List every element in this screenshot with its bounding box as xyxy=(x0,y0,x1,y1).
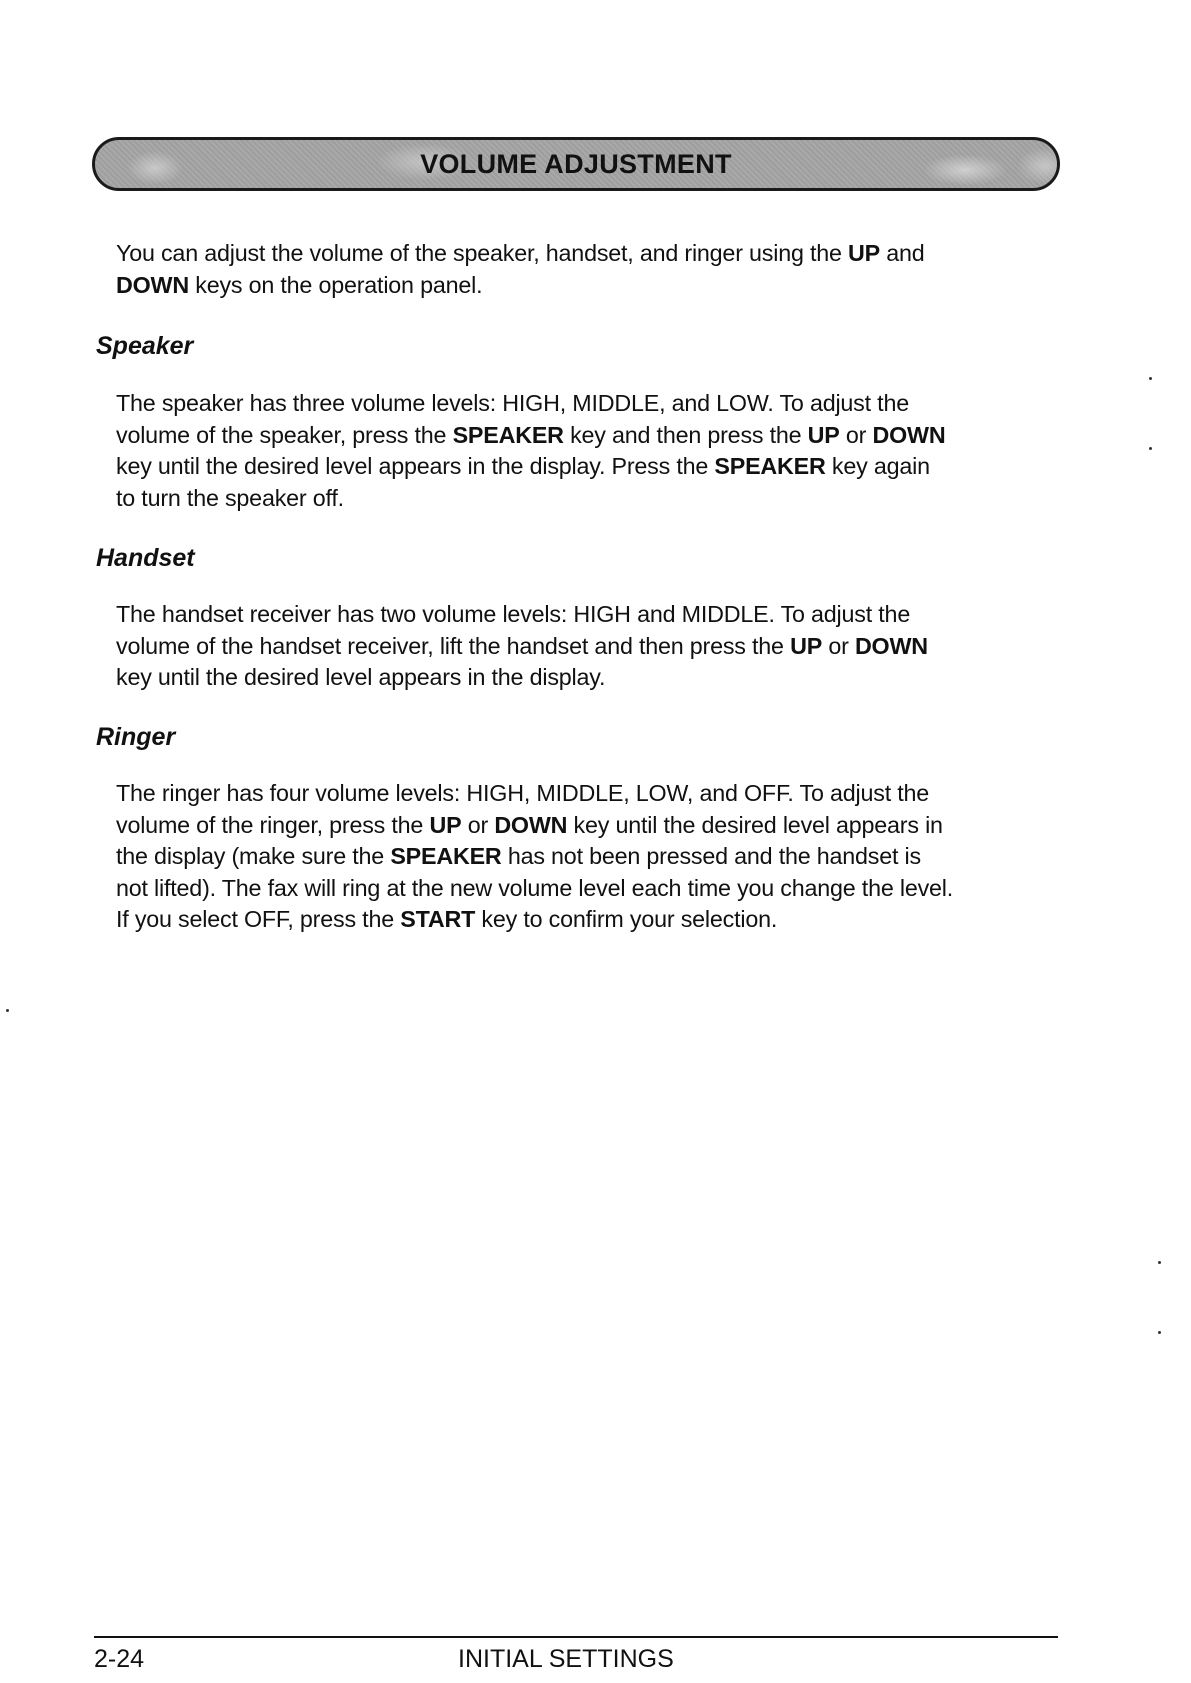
page-title: VOLUME ADJUSTMENT xyxy=(420,148,732,179)
speaker-paragraph: The speaker has three volume levels: HIGH, MIDDLE, and LOW. To adjust the volume of the speaker, press the SPEAKER key and then press the UP or DOWN key until the desired level appears in the display. Press the SPEAKER key again to turn the speaker off. xyxy=(116,390,946,511)
intro-paragraph: You can adjust the volume of the speaker, handset, and ringer using the UP and DOWN keys on the operation panel. xyxy=(116,240,925,298)
scan-speck xyxy=(1158,1261,1161,1264)
key-label: UP xyxy=(429,811,462,838)
ringer-heading: Ringer xyxy=(96,723,176,751)
key-label: SPEAKER xyxy=(714,453,826,479)
key-label: DOWN xyxy=(854,632,928,659)
scan-speck xyxy=(1149,447,1152,450)
key-label: DOWN xyxy=(494,811,568,838)
section-name: INITIAL SETTINGS xyxy=(458,1645,674,1673)
footer-divider xyxy=(94,1636,1058,1638)
key-label: START xyxy=(400,906,476,932)
scan-speck xyxy=(1158,1331,1161,1334)
handset-paragraph: The handset receiver has two volume levels: HIGH and MIDDLE. To adjust the volume of the handset receiver, lift the handset and then press the UP or DOWN key until the desired level appears in the display. xyxy=(116,601,928,690)
scan-speck xyxy=(6,1009,9,1012)
scan-speck xyxy=(1149,377,1152,380)
page-number: 2-24 xyxy=(94,1645,145,1673)
section-banner xyxy=(92,137,1060,191)
key-label: UP xyxy=(790,632,823,659)
key-label: DOWN xyxy=(116,271,189,298)
key-label: UP xyxy=(807,421,840,448)
key-label: UP xyxy=(848,240,881,266)
ringer-paragraph: The ringer has four volume levels: HIGH, MIDDLE, LOW, and OFF. To adjust the volume of the ringer, press the UP or DOWN key until the desired level appears in the display (make sure the SPEAKER has not been pressed and the handset is not lifted). The fax will ring at the new volume level each time you change the level. If you select OFF, press the START key to confirm your selection. xyxy=(116,780,954,932)
handset-heading: Handset xyxy=(96,544,195,572)
speaker-heading: Speaker xyxy=(96,332,194,360)
key-label: SPEAKER xyxy=(390,843,502,869)
key-label: SPEAKER xyxy=(452,421,564,448)
key-label: DOWN xyxy=(872,421,946,448)
